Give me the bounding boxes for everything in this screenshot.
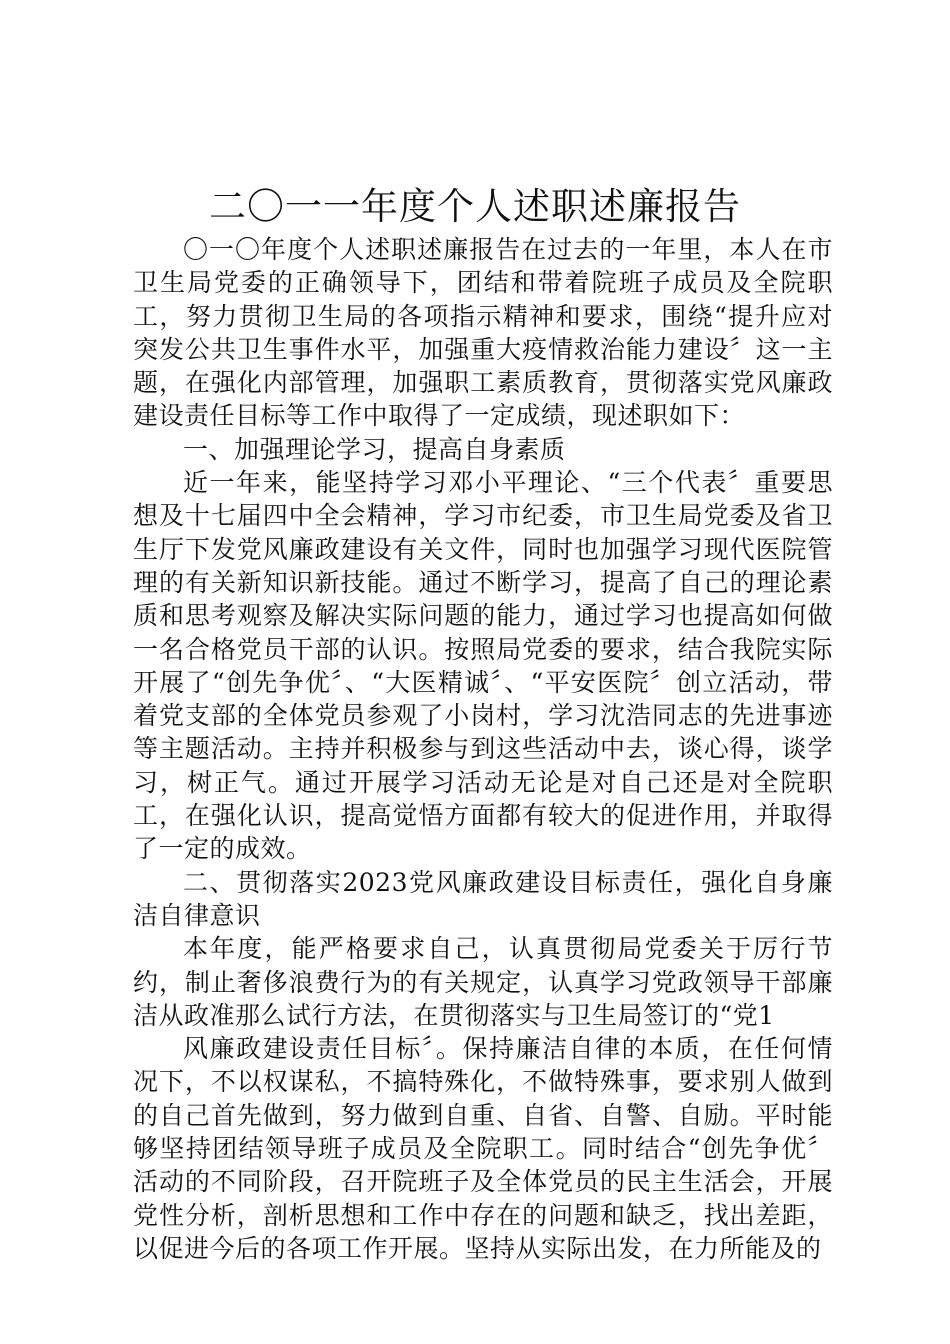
document-body bbox=[133, 233, 833, 1265]
document-title: 二〇一一年度个人述职述廉报告 bbox=[209, 185, 741, 228]
section-heading-2: 二、贯彻落实2023党风廉政建设目标责任，强化自身廉洁自律意识 bbox=[133, 867, 833, 930]
paragraph-section-1: 近一年来，能坚持学习邓小平理论、“三个代表〞重要思想及十七届四中全会精神，学习市纪委，市卫生局党委及省卫生厅下发党风廉政建设有关文件，同时也加强学习现代医院管理的有关新知识新技能。通过不断学习，提高了自己的理论素质和思考观察及解决实际问题的能力，通过学习也提高如何做一名合格党员干部的认识。按照局党委的要求，结合我院实际开展了“创先争优〞、“大医精诚〞、“平安医院〞创立活动，带着党支部的全体党员参观了小岗村，学习沈浩同志的先进事迹等主题活动。主持并积极参与到这些活动中去，谈心得，谈学习，树正气。通过开展学习活动无论是对自己还是对全院职工，在强化认识，提高觉悟方面都有较大的促进作用，并取得了一定的成效。 bbox=[133, 468, 833, 864]
paragraph-section-2-continued: 风廉政建设责任目标〞。保持廉洁自律的本质，在任何情况下，不以权谋私，不搞特殊化，不做特殊事，要求别人做到的自己首先做到，努力做到自重、自省、自警、自励。平时能够坚持团结领导班子成员及全院职工。同时结合“创先争优〞活动的不同阶段，召开院班子及全体党员的民主生活会，开展党性分析，剖析思想和工作中存在的问题和缺乏，找出差距，以促进今后的各项工作开展。坚持从实际出发，在力所能及的 bbox=[133, 1034, 833, 1263]
paragraph-section-2: 本年度，能严格要求自己，认真贯彻局党委关于厉行节约，制止奢侈浪费行为的有关规定，认真学习党政领导干部廉洁从政准那么试行方法，在贯彻落实与卫生局签订的“党1 bbox=[133, 934, 833, 1030]
section-heading-1: 一、加强理论学习，提高自身素质 bbox=[183, 434, 566, 464]
paragraph-intro: 〇一〇年度个人述职述廉报告在过去的一年里，本人在市卫生局党委的正确领导下，团结和带着院班子成员及全院职工，努力贯彻卫生局的各项指示精神和要求，围绕“提升应对突发公共卫生事件水平，加强重大疫情救治能力建设〞这一主题，在强化内部管理，加强职工素质教育，贯彻落实党风廉政建设责任目标等工作中取得了一定成绩，现述职如下： bbox=[133, 235, 833, 431]
